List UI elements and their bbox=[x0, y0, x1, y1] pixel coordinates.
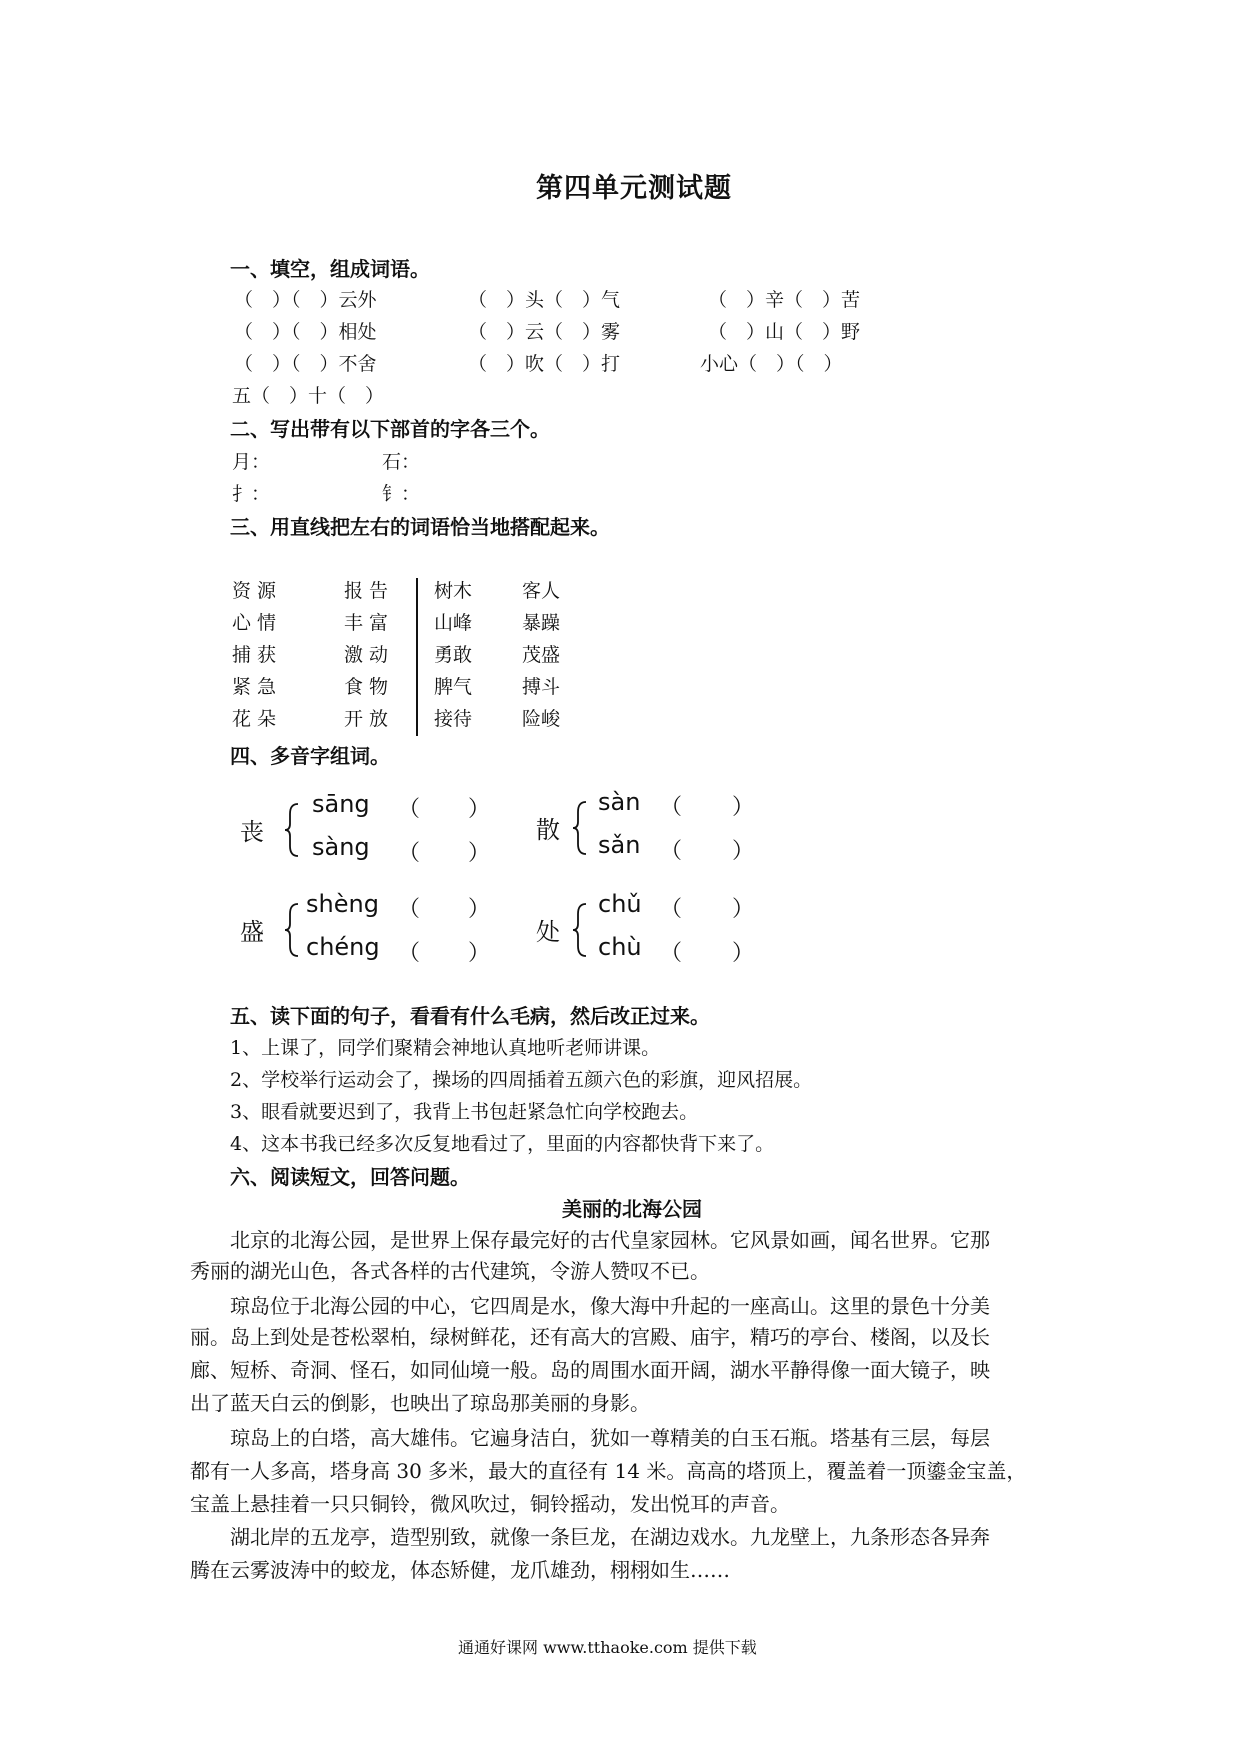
paren-left: （ bbox=[398, 897, 421, 922]
paragraph-line: 出了蓝天白云的倒影，也映出了琼岛那美丽的身影。 bbox=[190, 1391, 650, 1415]
match-word: 客人 bbox=[522, 580, 561, 602]
match-word: 报 告 bbox=[344, 580, 389, 602]
paren-left: （ bbox=[660, 839, 683, 864]
match-word: 花 朵 bbox=[232, 708, 277, 730]
s1-item: 小心（ ）（ ） bbox=[700, 353, 843, 375]
polyphone-char: 盛 bbox=[240, 918, 264, 946]
section-5-heading: 五、读下面的句子，看看有什么毛病，然后改正过来。 bbox=[230, 1004, 710, 1028]
paragraph-line: 廊、短桥、奇洞、怪石，如同仙境一般。岛的周围水面开阔，湖水平静得像一面大镜子，映 bbox=[190, 1358, 990, 1382]
brace-icon bbox=[572, 902, 588, 958]
match-word: 激 动 bbox=[344, 644, 389, 666]
pinyin-reading: sàn bbox=[598, 788, 641, 816]
section-3-heading: 三、用直线把左右的词语恰当地搭配起来。 bbox=[230, 515, 610, 539]
paragraph-line: 宝盖上悬挂着一只只铜铃，微风吹过，铜铃摇动，发出悦耳的声音。 bbox=[190, 1492, 790, 1516]
paragraph-line: 腾在云雾波涛中的蛟龙，体态矫健，龙爪雄劲，栩栩如生…… bbox=[190, 1558, 730, 1582]
section-1-heading: 一、填空，组成词语。 bbox=[230, 257, 430, 281]
pinyin-reading: sāng bbox=[312, 790, 370, 818]
match-word: 山峰 bbox=[434, 612, 473, 634]
paren-right: ） bbox=[468, 841, 491, 866]
paren-right: ） bbox=[732, 795, 755, 820]
radical-label: 钅： bbox=[382, 483, 421, 505]
paragraph-line: 琼岛上的白塔，高大雄伟。它遍身洁白，犹如一尊精美的白玉石瓶。塔基有三层，每层 bbox=[230, 1426, 990, 1450]
s1-item: （ ）山（ ）野 bbox=[708, 321, 861, 343]
section-2-heading: 二、写出带有以下部首的字各三个。 bbox=[230, 417, 550, 441]
paragraph-line: 秀丽的湖光山色，各式各样的古代建筑，令游人赞叹不已。 bbox=[190, 1259, 710, 1283]
match-word: 茂盛 bbox=[522, 644, 561, 666]
paren-right: ） bbox=[732, 897, 755, 922]
s1-item: （ ）（ ）不舍 bbox=[234, 353, 377, 375]
match-word: 暴躁 bbox=[522, 612, 561, 634]
divider-line bbox=[416, 578, 418, 736]
match-word: 食 物 bbox=[344, 676, 389, 698]
radical-label: 月： bbox=[232, 451, 271, 473]
match-word: 险峻 bbox=[522, 708, 561, 730]
match-word: 资 源 bbox=[232, 580, 277, 602]
match-word: 开 放 bbox=[344, 708, 389, 730]
match-word: 脾气 bbox=[434, 676, 473, 698]
sentence: 2、学校举行运动会了，操场的四周插着五颜六色的彩旗，迎风招展。 bbox=[230, 1069, 813, 1091]
match-word: 勇敢 bbox=[434, 644, 473, 666]
sentence: 1、上课了，同学们聚精会神地认真地听老师讲课。 bbox=[230, 1037, 661, 1059]
paren-right: ） bbox=[468, 897, 491, 922]
pinyin-reading: sǎn bbox=[598, 831, 641, 859]
s1-item: （ ）辛（ ）苦 bbox=[708, 289, 861, 311]
section-6-heading: 六、阅读短文，回答问题。 bbox=[230, 1165, 470, 1189]
footer-text: 通通好课网 www.tthaoke.com 提供下载 bbox=[458, 1638, 757, 1657]
pinyin-reading: chéng bbox=[306, 933, 380, 961]
s1-item: （ ）头（ ）气 bbox=[468, 289, 621, 311]
paren-left: （ bbox=[660, 941, 683, 966]
match-word: 丰 富 bbox=[344, 612, 389, 634]
polyphone-char: 散 bbox=[536, 816, 560, 844]
paragraph-line: 都有一人多高，塔身高 30 多米，最大的直径有 14 米。高高的塔顶上，覆盖着一顶鎏金宝盖， bbox=[190, 1459, 1027, 1483]
paragraph-line: 湖北岸的五龙亭，造型别致，就像一条巨龙，在湖边戏水。九龙壁上，九条形态各异奔 bbox=[230, 1525, 990, 1549]
paren-right: ） bbox=[468, 941, 491, 966]
pinyin-reading: chǔ bbox=[598, 890, 642, 918]
s1-item: （ ）（ ）相处 bbox=[234, 321, 377, 343]
brace-icon bbox=[572, 800, 588, 856]
paren-left: （ bbox=[398, 941, 421, 966]
article-title: 美丽的北海公园 bbox=[562, 1197, 702, 1221]
s1-item: （ ）云（ ）雾 bbox=[468, 321, 621, 343]
brace-icon bbox=[284, 802, 300, 858]
pinyin-reading: sàng bbox=[312, 833, 370, 861]
sentence: 3、眼看就要迟到了，我背上书包赶紧急忙向学校跑去。 bbox=[230, 1101, 699, 1123]
polyphone-char: 处 bbox=[536, 918, 560, 946]
s1-item: （ ）（ ）云外 bbox=[234, 289, 377, 311]
brace-icon bbox=[284, 902, 300, 958]
s1-item: （ ）吹（ ）打 bbox=[468, 353, 621, 375]
match-word: 搏斗 bbox=[522, 676, 561, 698]
match-word: 心 情 bbox=[232, 612, 277, 634]
paren-right: ） bbox=[732, 839, 755, 864]
paragraph-line: 琼岛位于北海公园的中心，它四周是水，像大海中升起的一座高山。这里的景色十分美 bbox=[230, 1294, 990, 1318]
paren-left: （ bbox=[660, 795, 683, 820]
radical-label: 扌： bbox=[232, 483, 271, 505]
radical-label: 石： bbox=[382, 451, 421, 473]
paren-left: （ bbox=[660, 897, 683, 922]
pinyin-reading: chù bbox=[598, 933, 642, 961]
polyphone-char: 丧 bbox=[240, 818, 264, 846]
match-word: 接待 bbox=[434, 708, 473, 730]
paren-left: （ bbox=[398, 797, 421, 822]
match-word: 紧 急 bbox=[232, 676, 277, 698]
paren-right: ） bbox=[468, 797, 491, 822]
pinyin-reading: shèng bbox=[306, 890, 379, 918]
paren-right: ） bbox=[732, 941, 755, 966]
paragraph-line: 丽。岛上到处是苍松翠柏，绿树鲜花，还有高大的宫殿、庙宇，精巧的亭台、楼阁，以及长 bbox=[190, 1325, 990, 1349]
sentence: 4、这本书我已经多次反复地看过了，里面的内容都快背下来了。 bbox=[230, 1133, 775, 1155]
match-word: 捕 获 bbox=[232, 644, 277, 666]
paren-left: （ bbox=[398, 841, 421, 866]
section-4-heading: 四、多音字组词。 bbox=[230, 744, 390, 768]
page-title: 第四单元测试题 bbox=[536, 173, 732, 204]
paragraph-line: 北京的北海公园，是世界上保存最完好的古代皇家园林。它风景如画，闻名世界。它那 bbox=[230, 1228, 990, 1252]
s1-item: 五（ ）十（ ） bbox=[232, 385, 385, 407]
match-word: 树木 bbox=[434, 580, 473, 602]
